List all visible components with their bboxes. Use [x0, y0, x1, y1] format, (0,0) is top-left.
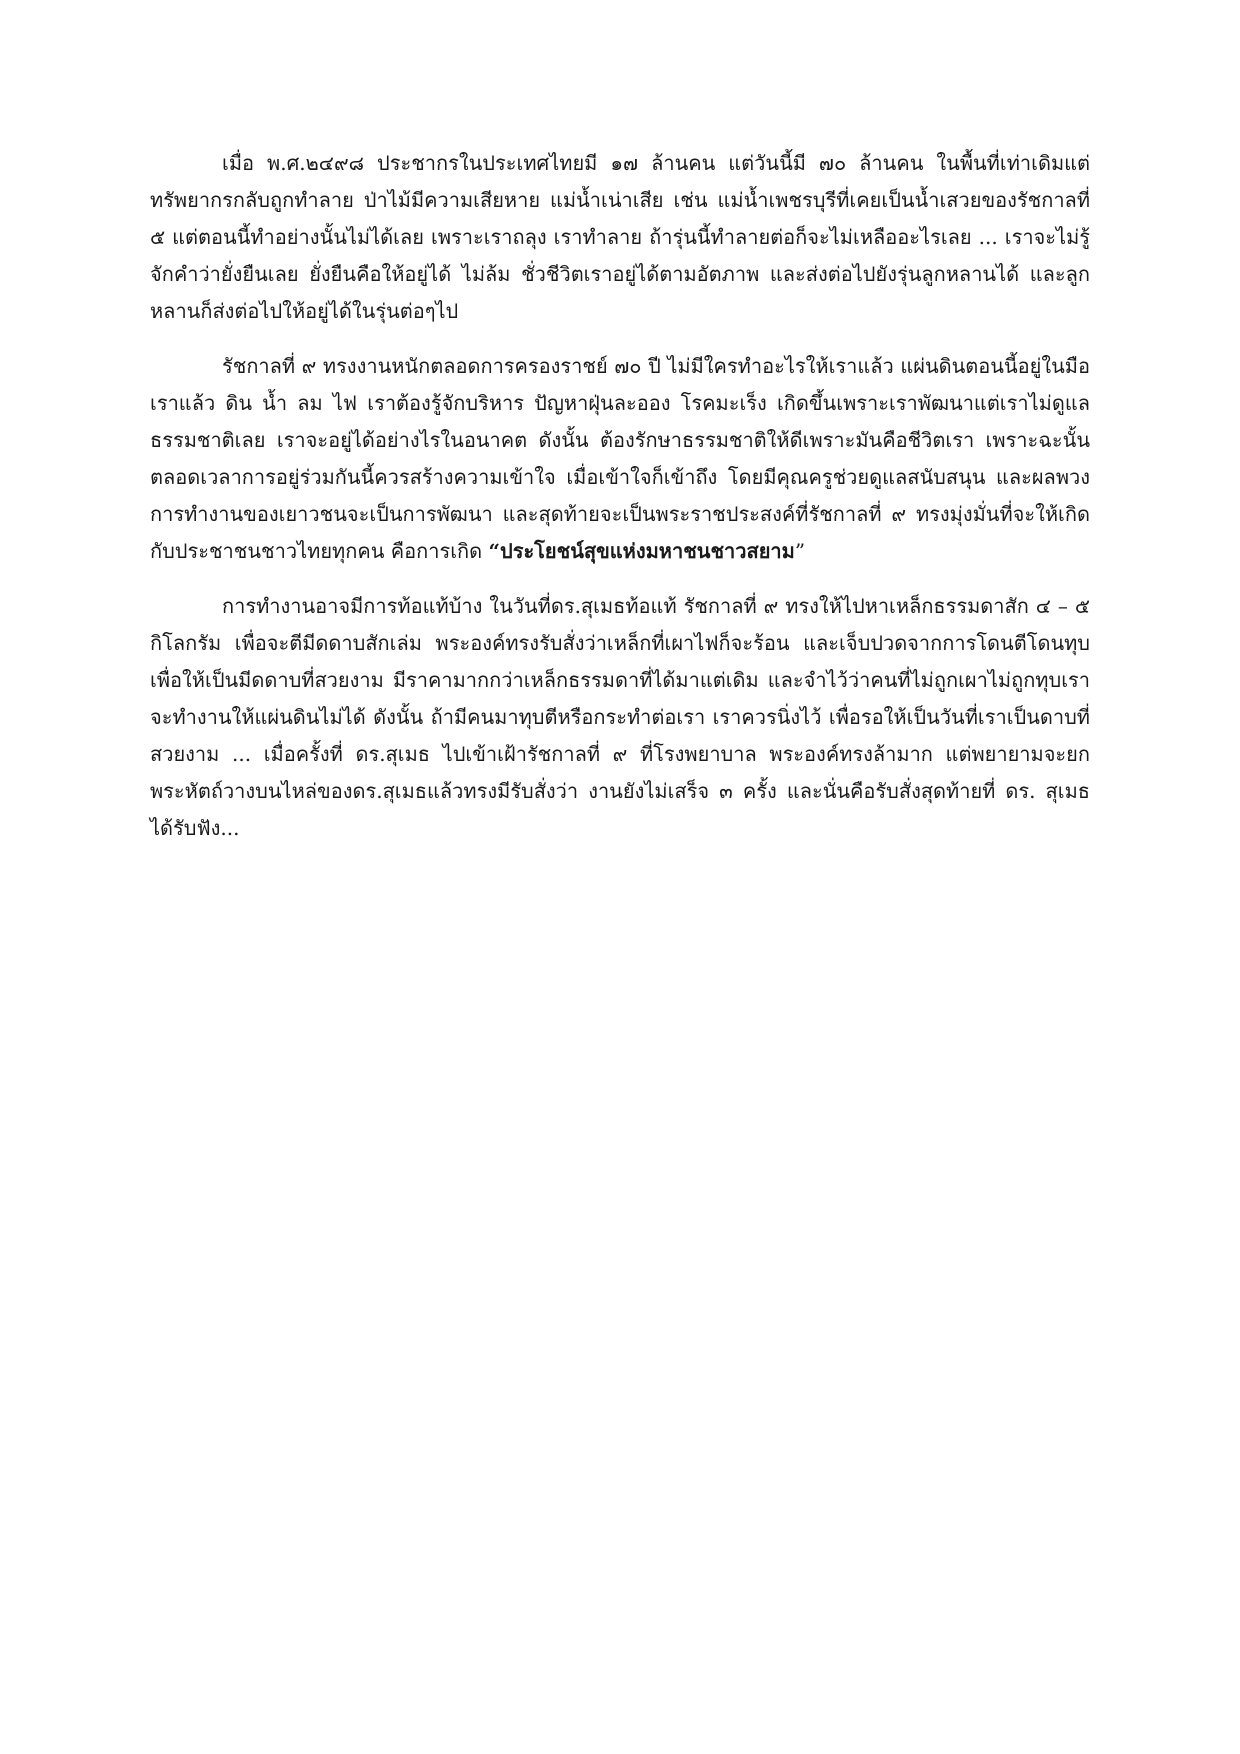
paragraph-2-emphasis: “ประโยชน์สุขแห่งมหาชนชาวสยาม [488, 539, 795, 563]
paragraph-1-text: เมื่อ พ.ศ.๒๔๙๘ ประชากรในประเทศไทยมี ๑๗ ล้านคน แต่วันนี้มี ๗๐ ล้านคน ในพื้นที่เท่าเดิมแต่ทรัพยากรกลับถูกทำลาย ป่าไม้มีความเสียหาย แม่น้ำเน่าเสีย เช่น แม่น้ำเพชรบุรีที่เคยเป็นน้ำเสวยของรัชกาลที่ ๕ แต่ตอนนี้ทำอย่างนั้นไม่ได้เลย เพราะเราถลุง เราทำลาย ถ้ารุ่นนี้ทำลายต่อก็จะไม่เหลืออะไรเลย ... เราจะไม่รู้จักคำว่ายั่งยืนเลย ยั่งยืนคือให้อยู่ได้ ไม่ล้ม ชั่วชีวิตเราอยู่ได้ตามอัตภาพ และส่งต่อไปยังรุ่นลูกหลานได้ และลูกหลานก็ส่งต่อไปให้อยู่ได้ในรุ่นต่อๆไป [150, 151, 1090, 323]
paragraph-2 [150, 348, 1090, 570]
paragraph-3 [150, 588, 1090, 847]
paragraph-2-closing-quote: ” [794, 539, 806, 563]
paragraph-2-text: รัชกาลที่ ๙ ทรงงานหนักตลอดการครองราชย์ ๗๐ ปี ไม่มีใครทำอะไรให้เราแล้ว แผ่นดินตอนนี้อยู่ในมือเราแล้ว ดิน น้ำ ลม ไฟ เราต้องรู้จักบริหาร ปัญหาฝุ่นละออง โรคมะเร็ง เกิดขึ้นเพราะเราพัฒนาแต่เราไม่ดูแลธรรมชาติเลย เราจะอยู่ได้อย่างไรในอนาคต ดังนั้น ต้องรักษาธรรมชาติให้ดีเพราะมันคือชีวิตเรา เพราะฉะนั้นตลอดเวลาการอยู่ร่วมกันนี้ควรสร้างความเข้าใจ เมื่อเข้าใจก็เข้าถึง โดยมีคุณครูช่วยดูแลสนับสนุน และผลพวงการทำงานของเยาวชนจะเป็นการพัฒนา และสุดท้ายจะเป็นพระราชประสงค์ที่รัชกาลที่ ๙ ทรงมุ่งมั่นที่จะให้เกิดกับประชาชนชาวไทยทุกคน คือการเกิด [150, 354, 1090, 563]
paragraph-3-text: การทำงานอาจมีการท้อแท้บ้าง ในวันที่ดร.สุเมธท้อแท้ รัชกาลที่ ๙ ทรงให้ไปหาเหล็กธรรมดาสัก ๔ – ๕ กิโลกรัม เพื่อจะตีมีดดาบสักเล่ม พระองค์ทรงรับสั่งว่าเหล็กที่เผาไฟก็จะร้อน และเจ็บปวดจากการโดนตีโดนทุบ เพื่อให้เป็นมีดดาบที่สวยงาม มีราคามากกว่าเหล็กธรรมดาที่ได้มาแต่เดิม และจำไว้ว่าคนที่ไม่ถูกเผาไม่ถูกทุบเราจะทำงานให้แผ่นดินไม่ได้ ดังนั้น ถ้ามีคนมาทุบตีหรือกระทำต่อเรา เราควรนิ่งไว้ เพื่อรอให้เป็นวันที่เราเป็นดาบที่สวยงาม ... เมื่อครั้งที่ ดร.สุเมธ ไปเข้าเฝ้ารัชกาลที่ ๙ ที่โรงพยาบาล พระองค์ทรงล้ามาก แต่พยายามจะยกพระหัตถ์วางบนไหล่ของดร.สุเมธแล้วทรงมีรับสั่งว่า งานยังไม่เสร็จ ๓ ครั้ง และนั่นคือรับสั่งสุดท้ายที่ ดร. สุเมธ ได้รับฟัง... [150, 594, 1090, 840]
document-body [150, 145, 1090, 865]
paragraph-1 [150, 145, 1090, 330]
